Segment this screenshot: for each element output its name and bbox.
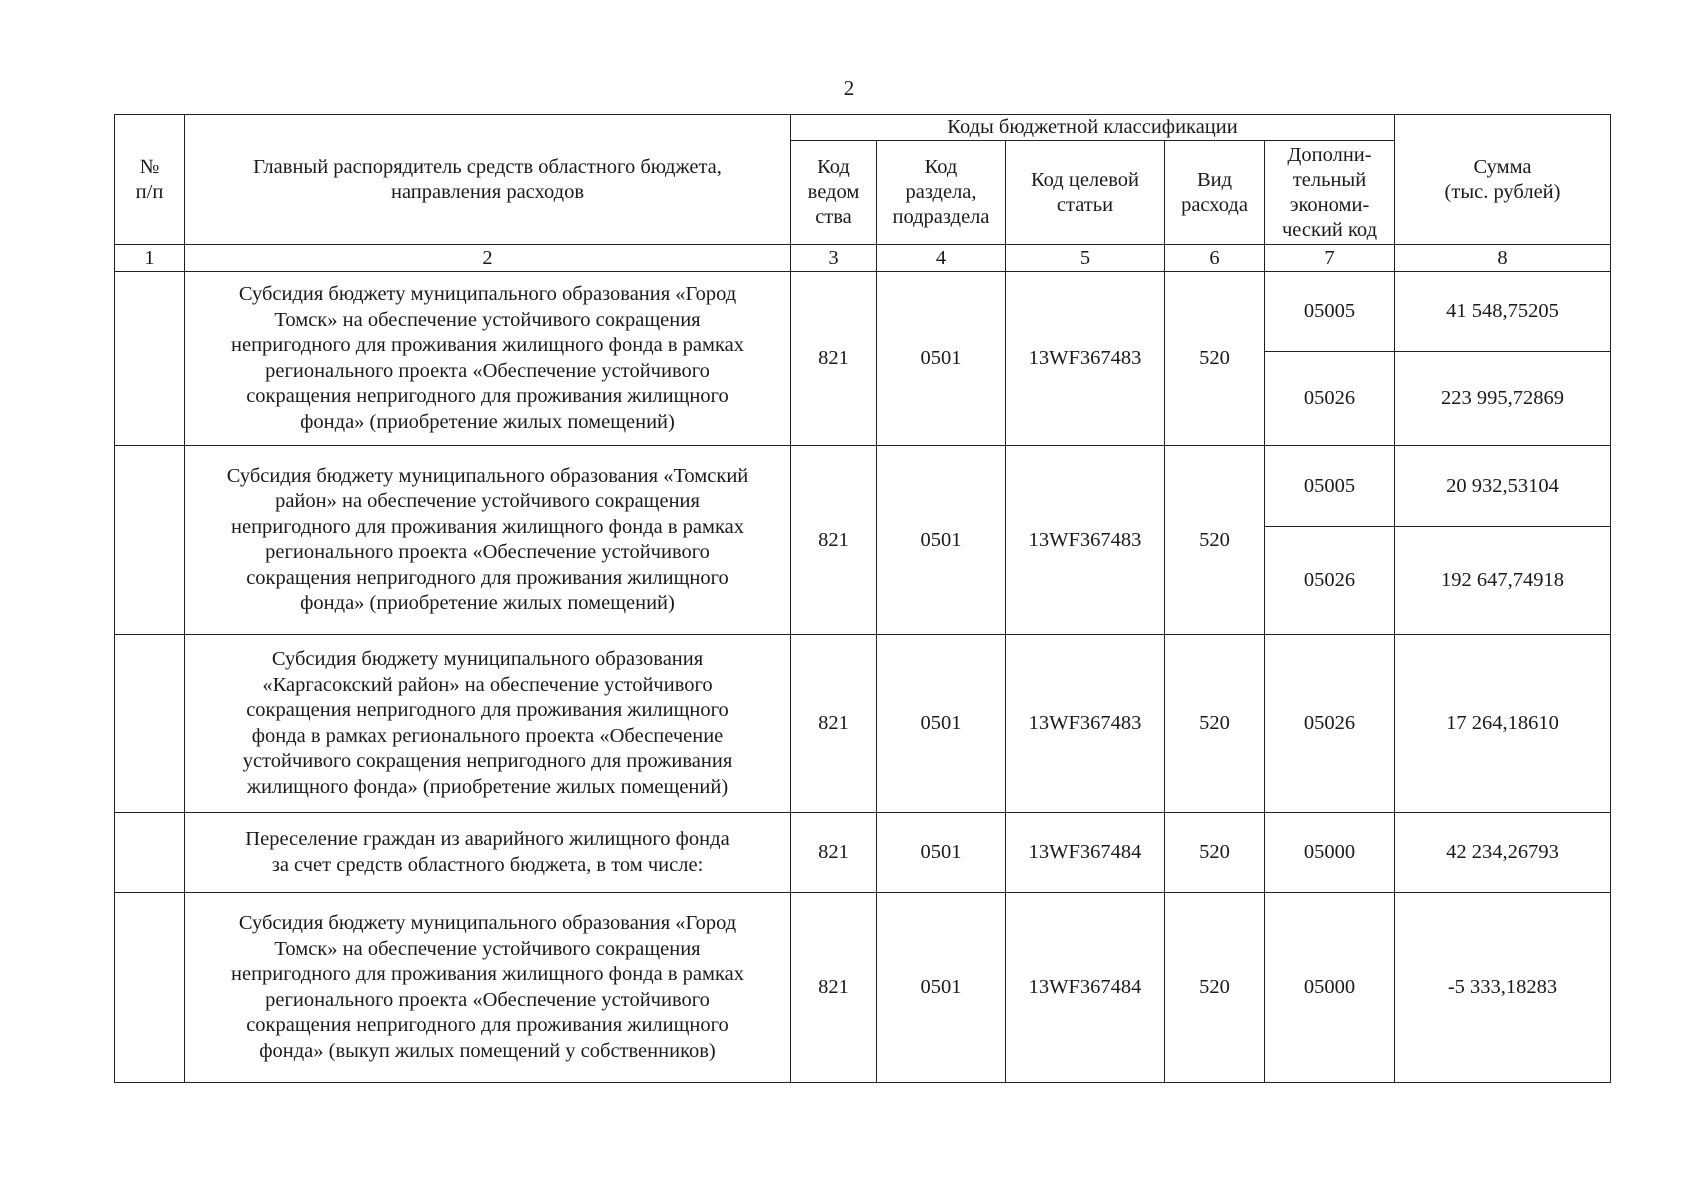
row-ministry-code: 821: [791, 893, 877, 1083]
row-amount: 42 234,26793: [1395, 813, 1611, 893]
row-economic-code: 05000: [1265, 893, 1395, 1083]
header-section-code: Код раздела, подраздела: [877, 141, 1006, 245]
header-expense-type: Вид расхода: [1165, 141, 1265, 245]
row-economic-code: 05026: [1265, 527, 1395, 635]
row-section-code: 0501: [877, 893, 1006, 1083]
column-number: 3: [791, 245, 877, 272]
row-section-code: 0501: [877, 813, 1006, 893]
row-economic-code: 05026: [1265, 635, 1395, 813]
row-amount: 192 647,74918: [1395, 527, 1611, 635]
row-name: Субсидия бюджету муниципального образования «Город Томск» на обеспечение устойчивого сокращения непригодного для проживания жилищного фонда в рамках регионального проекта «Обеспечение устойчивого сокращения непригодного для проживания жилищного фонда» (выкуп жилых помещений у собственников): [185, 893, 791, 1083]
header-row-top: [115, 115, 1611, 141]
column-number: 7: [1265, 245, 1395, 272]
budget-table: [114, 114, 1611, 1083]
header-amount: Сумма (тыс. рублей): [1395, 115, 1611, 245]
header-classification-group: Коды бюджетной классификации: [791, 115, 1395, 141]
row-name: Переселение граждан из аварийного жилищного фонда за счет средств областного бюджета, в том числе:: [185, 813, 791, 893]
row-name: Субсидия бюджету муниципального образования «Каргасокский район» на обеспечение устойчивого сокращения непригодного для проживания жилищного фонда в рамках регионального проекта «Обеспечение устойчивого сокращения непригодного для проживания жилищного фонда» (приобретение жилых помещений): [185, 635, 791, 813]
row-number: [115, 272, 185, 446]
header-no: № п/п: [115, 115, 185, 245]
row-number: [115, 893, 185, 1083]
row-target-code: 13WF367484: [1006, 813, 1165, 893]
row-ministry-code: 821: [791, 635, 877, 813]
column-number: 4: [877, 245, 1006, 272]
header-ministry-code: Код ведом ства: [791, 141, 877, 245]
header-target-code: Код целевой статьи: [1006, 141, 1165, 245]
row-expense-type: 520: [1165, 813, 1265, 893]
row-expense-type: 520: [1165, 893, 1265, 1083]
row-amount: 223 995,72869: [1395, 352, 1611, 446]
row-amount: -5 333,18283: [1395, 893, 1611, 1083]
row-economic-code: 05000: [1265, 813, 1395, 893]
column-number-row: [115, 245, 1611, 272]
row-name: Субсидия бюджету муниципального образования «Город Томск» на обеспечение устойчивого сокращения непригодного для проживания жилищного фонда в рамках регионального проекта «Обеспечение устойчивого сокращения непригодного для проживания жилищного фонда» (приобретение жилых помещений): [185, 272, 791, 446]
row-target-code: 13WF367483: [1006, 446, 1165, 635]
header-name: Главный распорядитель средств областного бюджета, направления расходов: [185, 115, 791, 245]
column-number: 8: [1395, 245, 1611, 272]
row-target-code: 13WF367483: [1006, 635, 1165, 813]
row-target-code: 13WF367483: [1006, 272, 1165, 446]
row-ministry-code: 821: [791, 446, 877, 635]
row-name: Субсидия бюджету муниципального образования «Томский район» на обеспечение устойчивого сокращения непригодного для проживания жилищного фонда в рамках регионального проекта «Обеспечение устойчивого сокращения непригодного для проживания жилищного фонда» (приобретение жилых помещений): [185, 446, 791, 635]
table-row: [115, 272, 1611, 352]
table-row: [115, 635, 1611, 813]
table-row: [115, 893, 1611, 1083]
row-amount: 20 932,53104: [1395, 446, 1611, 527]
column-number: 1: [115, 245, 185, 272]
row-section-code: 0501: [877, 446, 1006, 635]
row-expense-type: 520: [1165, 272, 1265, 446]
column-number: 5: [1006, 245, 1165, 272]
column-number: 2: [185, 245, 791, 272]
row-number: [115, 446, 185, 635]
table-row: [115, 446, 1611, 527]
row-section-code: 0501: [877, 635, 1006, 813]
table-row: [115, 813, 1611, 893]
row-number: [115, 813, 185, 893]
column-number: 6: [1165, 245, 1265, 272]
row-economic-code: 05005: [1265, 272, 1395, 352]
row-section-code: 0501: [877, 272, 1006, 446]
row-economic-code: 05026: [1265, 352, 1395, 446]
row-amount: 41 548,75205: [1395, 272, 1611, 352]
row-expense-type: 520: [1165, 635, 1265, 813]
row-ministry-code: 821: [791, 813, 877, 893]
row-amount: 17 264,18610: [1395, 635, 1611, 813]
row-expense-type: 520: [1165, 446, 1265, 635]
row-target-code: 13WF367484: [1006, 893, 1165, 1083]
row-ministry-code: 821: [791, 272, 877, 446]
row-economic-code: 05005: [1265, 446, 1395, 527]
page-number: 2: [843, 76, 855, 100]
row-number: [115, 635, 185, 813]
header-economic-code: Дополни- тельный экономи- ческий код: [1265, 141, 1395, 245]
